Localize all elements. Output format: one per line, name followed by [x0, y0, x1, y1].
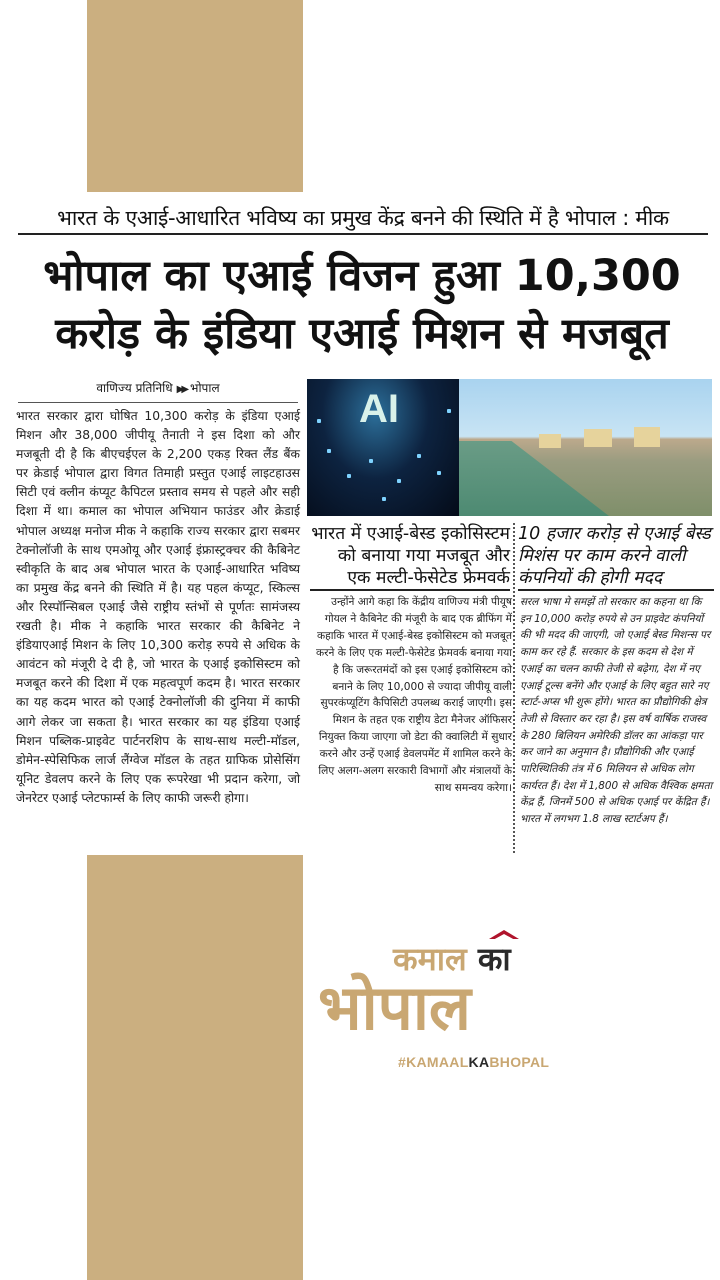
- upper-lake: [459, 441, 609, 516]
- headline-line-1: भोपाल का एआई विजन हुआ 10,300: [43, 251, 681, 301]
- logo-hashtag: [398, 1054, 549, 1070]
- network-node-icon: [397, 479, 401, 483]
- logo-word-ka: का: [477, 940, 511, 978]
- article-column-3: सरल भाषा मे समझें तो सरकार का कहना था कि इन 10,000 करोड़ रुपये से उन प्राइवेट कंपनियों की भी मदद की जाएगी, जो एआई बेस्ड मिशन्स पर काम कर रहे हैं. सरकार के इस कदम से देश में एआई का चलन काफी तेजी से बढ़ेगा, देश में नए एआई टूल्स बनेंगे और एआई के लिए बहुत सारे नए स्टार्ट-अप्स भी शुरू होंगे। भारत का प्रौद्योगिकी क्षेत्र तेजी से विस्तार कर रहा है। इस वर्ष वार्षिक राजस्व के 280 बिलियन अमेरिकी डॉलर का आंकड़ा पार कर जाने का अनुमान है। प्रौद्योगिकी और एआई पारिस्थितिकी तंत्र में 6 मिलियन से अधिक लोग कार्यरत हैं। देश में 1,800 से अधिक वैश्विक क्षमता केंद्र हैं, जिनमें 500 से अधिक एआई पर केंद्रित हैं। भारत में लगभग 1.8 लाख स्टार्टअप हैं।: [520, 596, 713, 826]
- byline-city: भोपाल: [190, 381, 220, 395]
- logo-word-bhopal: भोपाल: [318, 971, 471, 1044]
- article-kicker: भारत के एआई-आधारित भविष्य का प्रमुख केंद्र बनने की स्थिति में है भोपाल : मीक: [18, 203, 708, 235]
- article-column-2: उन्होंने आगे कहा कि केंद्रीय वाणिज्य मंत्री पीयूष गोयल ने कैबिनेट की मंजूरी के बाद एक ब्रीफिंग में कहाकि भारत में एआई-बेस्ड इकोसिस्टम को मजबूत करने के लिए एक मल्टी-फेसेटेड फ्रेमवर्क बनाया गया है कि जरूरतमंदों को इस एआई इकोसिस्टम को बनाने के लिए 10,000 से ज्यादा जीपीयू वाली सुपरकंप्यूटिंग कैपिसिटी उपलब्ध कराई जाएगी। इस मिशन के तहत एक राष्ट्रीय डेटा मैनेजर ऑफिसर नियुक्त किया जाएगा जो डेटा की क्वालिटी में सुधार करने और उन्हें एआई डेवलपमेंट में शामिल करने के लिए अलग-अलग सरकारी विभागों और मंत्रालयों के साथ समन्वय करेगा।: [316, 596, 512, 794]
- ai-image-label: AI: [359, 387, 399, 431]
- brand-color-band-bottom: [87, 855, 303, 1280]
- newspaper-clipping: [4, 193, 713, 855]
- network-node-icon: [347, 474, 351, 478]
- network-node-icon: [447, 409, 451, 413]
- byline-source: वाणिज्य प्रतिनिधि: [96, 381, 173, 395]
- article-photo: [307, 379, 712, 516]
- article-headline: [14, 247, 710, 363]
- headline-line-2: करोड़ के इंडिया एआई मिशन से मजबूत: [55, 309, 669, 359]
- network-node-icon: [437, 471, 441, 475]
- logo-word-kamaal: कमाल: [393, 940, 467, 978]
- hashtag-part-1: #KAMAAL: [398, 1054, 469, 1070]
- column-divider: [513, 523, 515, 853]
- kamaal-ka-bhopal-logo: [318, 930, 550, 1080]
- network-node-icon: [369, 459, 373, 463]
- article-column-1: भारत सरकार द्वारा घोषित 10,300 करोड़ के इंडिया एआई मिशन और 38,000 जीपीयू तैनाती ने इस दिशा को और मजबूती दी है कि बीएचईएल के 2,200 एकड़ रिक्त लैंड बैंक पर क्रेडाई भोपाल द्वारा विगत तिमाही प्रस्तुत एआई लाइटहाउस सिटी एवं क्लीन कंप्यूट कैपिटल प्रस्ताव समय से पहले और सही दिशा में था। कमाल का भोपाल अभियान फाउंडर और क्रेडाई भोपाल अध्यक्ष मनोज मीक ने कहाकि राज्य सरकार द्वारा सबमर टेक्नोलॉजी के साथ एमओयू और एआई इंफ्रास्ट्रक्चर की कैबिनेट स्वीकृति के बाद अब भोपाल भारत के एआई-आधारित भविष्य का प्रमुख केंद्र बनने की स्थिति में है। यह पहल कंप्यूट, स्किल्स और रिस्पॉन्सिबल एआई जैसे राष्ट्रीय स्तंभों से पूर्णतः सामंजस्य रखती है। मीक ने कहाकि भारत सरकार की कैबिनेट ने इंडियाएआई मिशन के लिए 10,300 करोड़ रुपये से अधिक के आवंटन को मंजूरी दे दी है, जो भारत के एआई इकोसिस्टम को मजबूत करने की दिशा में एक महत्वपूर्ण कदम है। भारत सरकार का यह कदम भारत को एआई टेक्नोलॉजी की दुनिया में काफी आगे लेकर जा सकता है। भारत सरकार का यह इंडिया एआई मिशन पब्लिक-प्राइवेट पार्टनरशिप के साथ-साथ मल्टी-मॉडल, डोमेन-स्पेसिफिक लार्ज लैंग्वेज मॉडल के तहत ग्राफिक प्रोसेसिंग यूनिट डेवलप करने के लिए एक रूपरेखा भी प्रदान करेगा, जो जेनरेटर एआई प्लेटफार्म्स के लिए काफी जरूरी होगा।: [16, 409, 300, 805]
- network-node-icon: [382, 497, 386, 501]
- hashtag-part-3: BHOPAL: [489, 1054, 550, 1070]
- subheading-ecosystem: भारत में एआई-बेस्ड इकोसिस्टम को बनाया गया मजबूत और एक मल्टी-फेसेटेड फ्रेमवर्क: [310, 523, 510, 591]
- bhopal-city-image: [459, 379, 712, 516]
- building: [584, 429, 612, 447]
- brand-color-band-top: [87, 0, 303, 192]
- building: [539, 434, 561, 448]
- network-node-icon: [317, 419, 321, 423]
- network-node-icon: [417, 454, 421, 458]
- byline-arrow-icon: ▶▶: [176, 384, 187, 395]
- ai-brain-image: [307, 379, 459, 516]
- building: [634, 427, 660, 447]
- byline: [18, 379, 298, 403]
- hashtag-part-2: KA: [468, 1054, 490, 1070]
- subheading-companies: 10 हजार करोड़ से एआई बेस्ड मिशंस पर काम करने वाली कंपनियों की होगी मदद: [518, 523, 714, 591]
- network-node-icon: [327, 449, 331, 453]
